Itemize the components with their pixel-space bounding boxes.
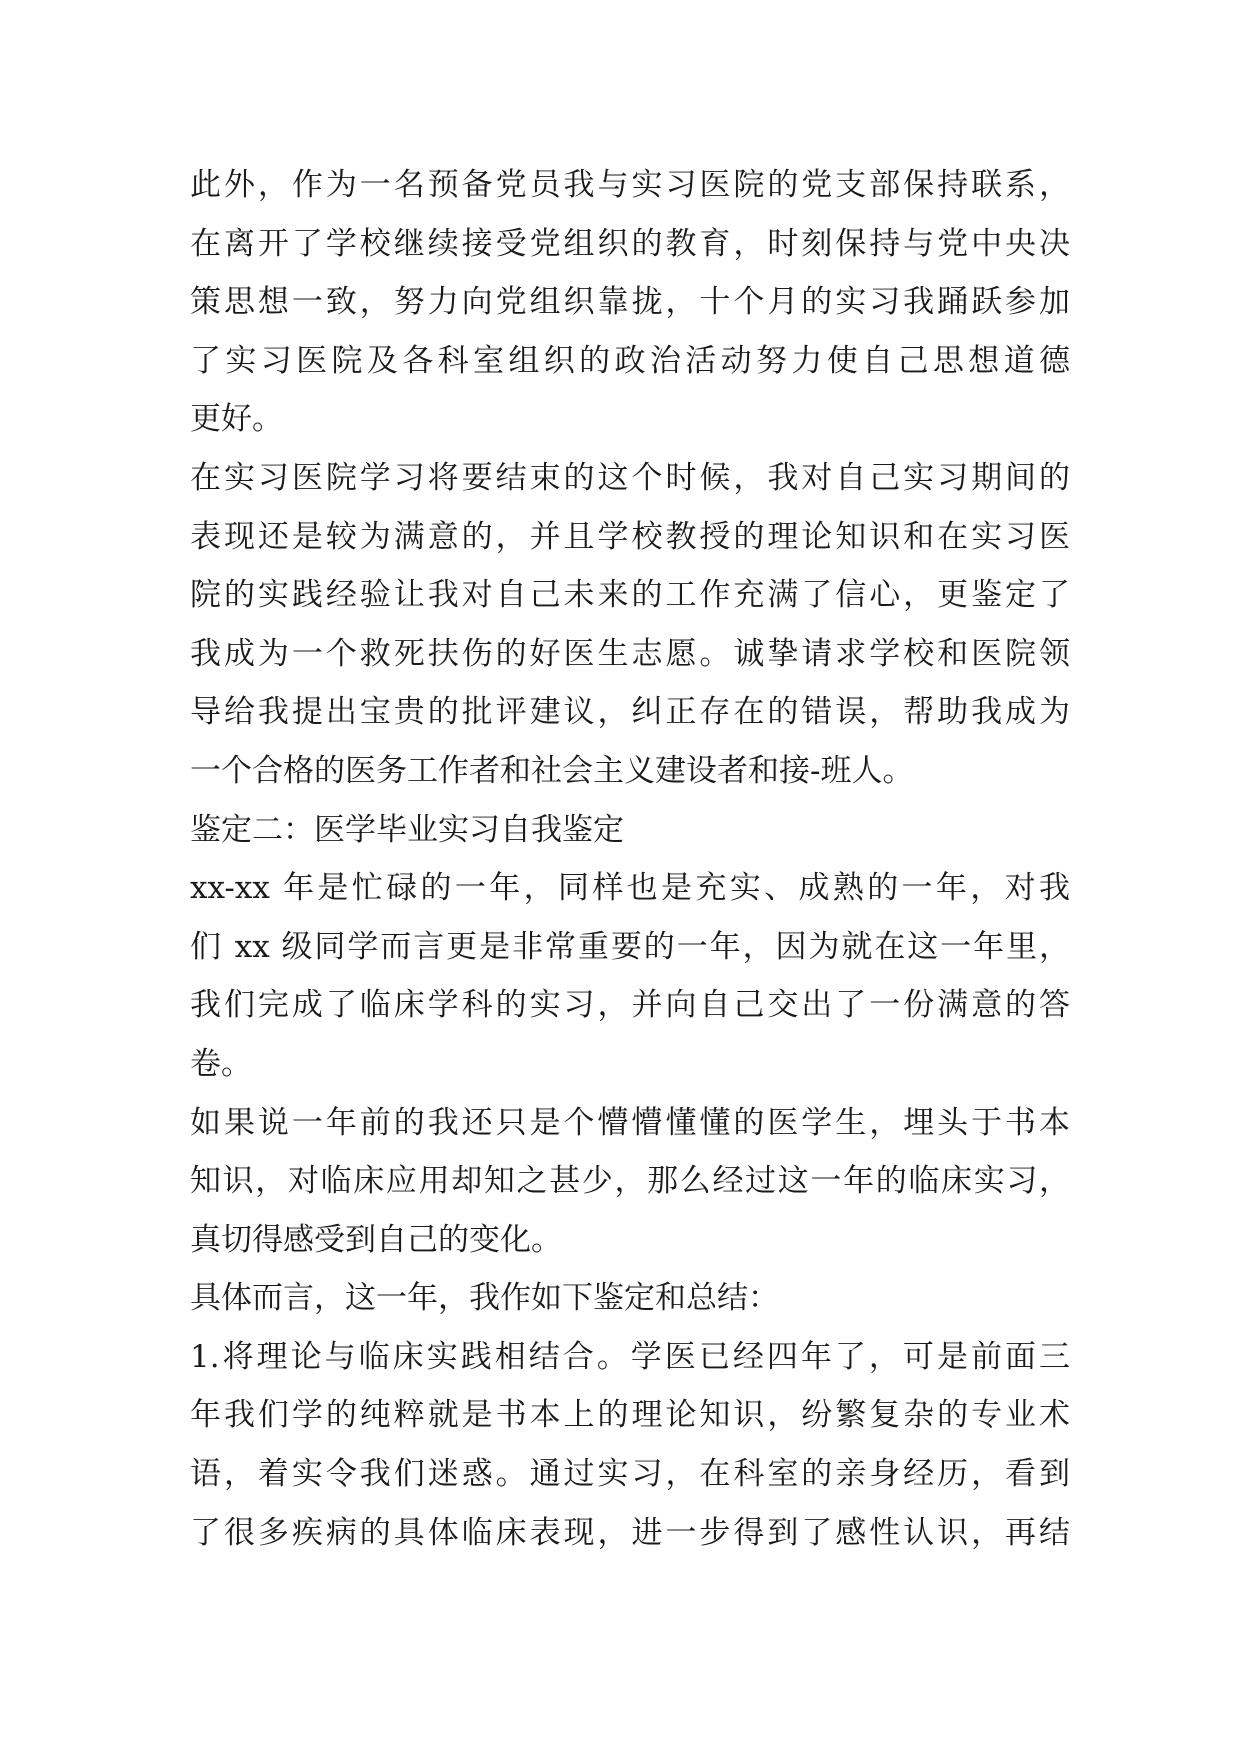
text-line: 知识，对临床应用却知之甚少，那么经过这一年的临床实习， [190,1163,1070,1200]
text-line: 了实习医院及各科室组织的政治活动努力使自己思想道德 [190,342,1070,379]
text-line: 语，着实令我们迷惑。通过实习，在科室的亲身经历，看到 [190,1456,1070,1493]
text-line: 更好。 [190,401,283,438]
text-line: 真切得感受到自己的变化。 [190,1221,562,1258]
text-line: 了很多疾病的具体临床表现，进一步得到了感性认识，再结 [190,1514,1070,1551]
text-line: 们 xx 级同学而言更是非常重要的一年，因为就在这一年里， [190,928,1070,965]
text-line: 卷。 [190,1045,252,1082]
text-line: 我成为一个救死扶伤的好医生志愿。诚挚请求学校和医院领 [190,635,1070,672]
text-line: 一个合格的医务工作者和社会主义建设者和接-班人。 [190,752,914,789]
text-line: 策思想一致，努力向党组织靠拢，十个月的实习我踊跃参加 [190,284,1070,321]
text-line: 导给我提出宝贵的批评建议，纠正存在的错误，帮助我成为 [190,694,1070,731]
text-line: 年我们学的纯粹就是书本上的理论知识，纷繁复杂的专业术 [190,1397,1070,1434]
text-line: 具体而言，这一年，我作如下鉴定和总结： [190,1280,779,1317]
body-text [190,156,1070,1562]
text-line: 如果说一年前的我还只是个懵懵懂懂的医学生，埋头于书本 [190,1104,1070,1141]
text-line: 院的实践经验让我对自己未来的工作充满了信心，更鉴定了 [190,577,1070,614]
text-line: 我们完成了临床学科的实习，并向自己交出了一份满意的答 [190,987,1070,1024]
text-line: 在实习医院学习将要结束的这个时候，我对自己实习期间的 [190,459,1070,496]
text-line: 此外，作为一名预备党员我与实习医院的党支部保持联系， [190,167,1070,203]
text-line: 表现还是较为满意的，并且学校教授的理论知识和在实习医 [190,518,1070,555]
text-line: xx-xx 年是忙碌的一年，同样也是充实、成熟的一年，对我 [190,870,1070,907]
text-line: 1.将理论与临床实践相结合。学医已经四年了，可是前面三 [190,1338,1070,1375]
text-line: 在离开了学校继续接受党组织的教育，时刻保持与党中央决 [190,225,1070,262]
text-line: 鉴定二：医学毕业实习自我鉴定 [190,811,624,848]
